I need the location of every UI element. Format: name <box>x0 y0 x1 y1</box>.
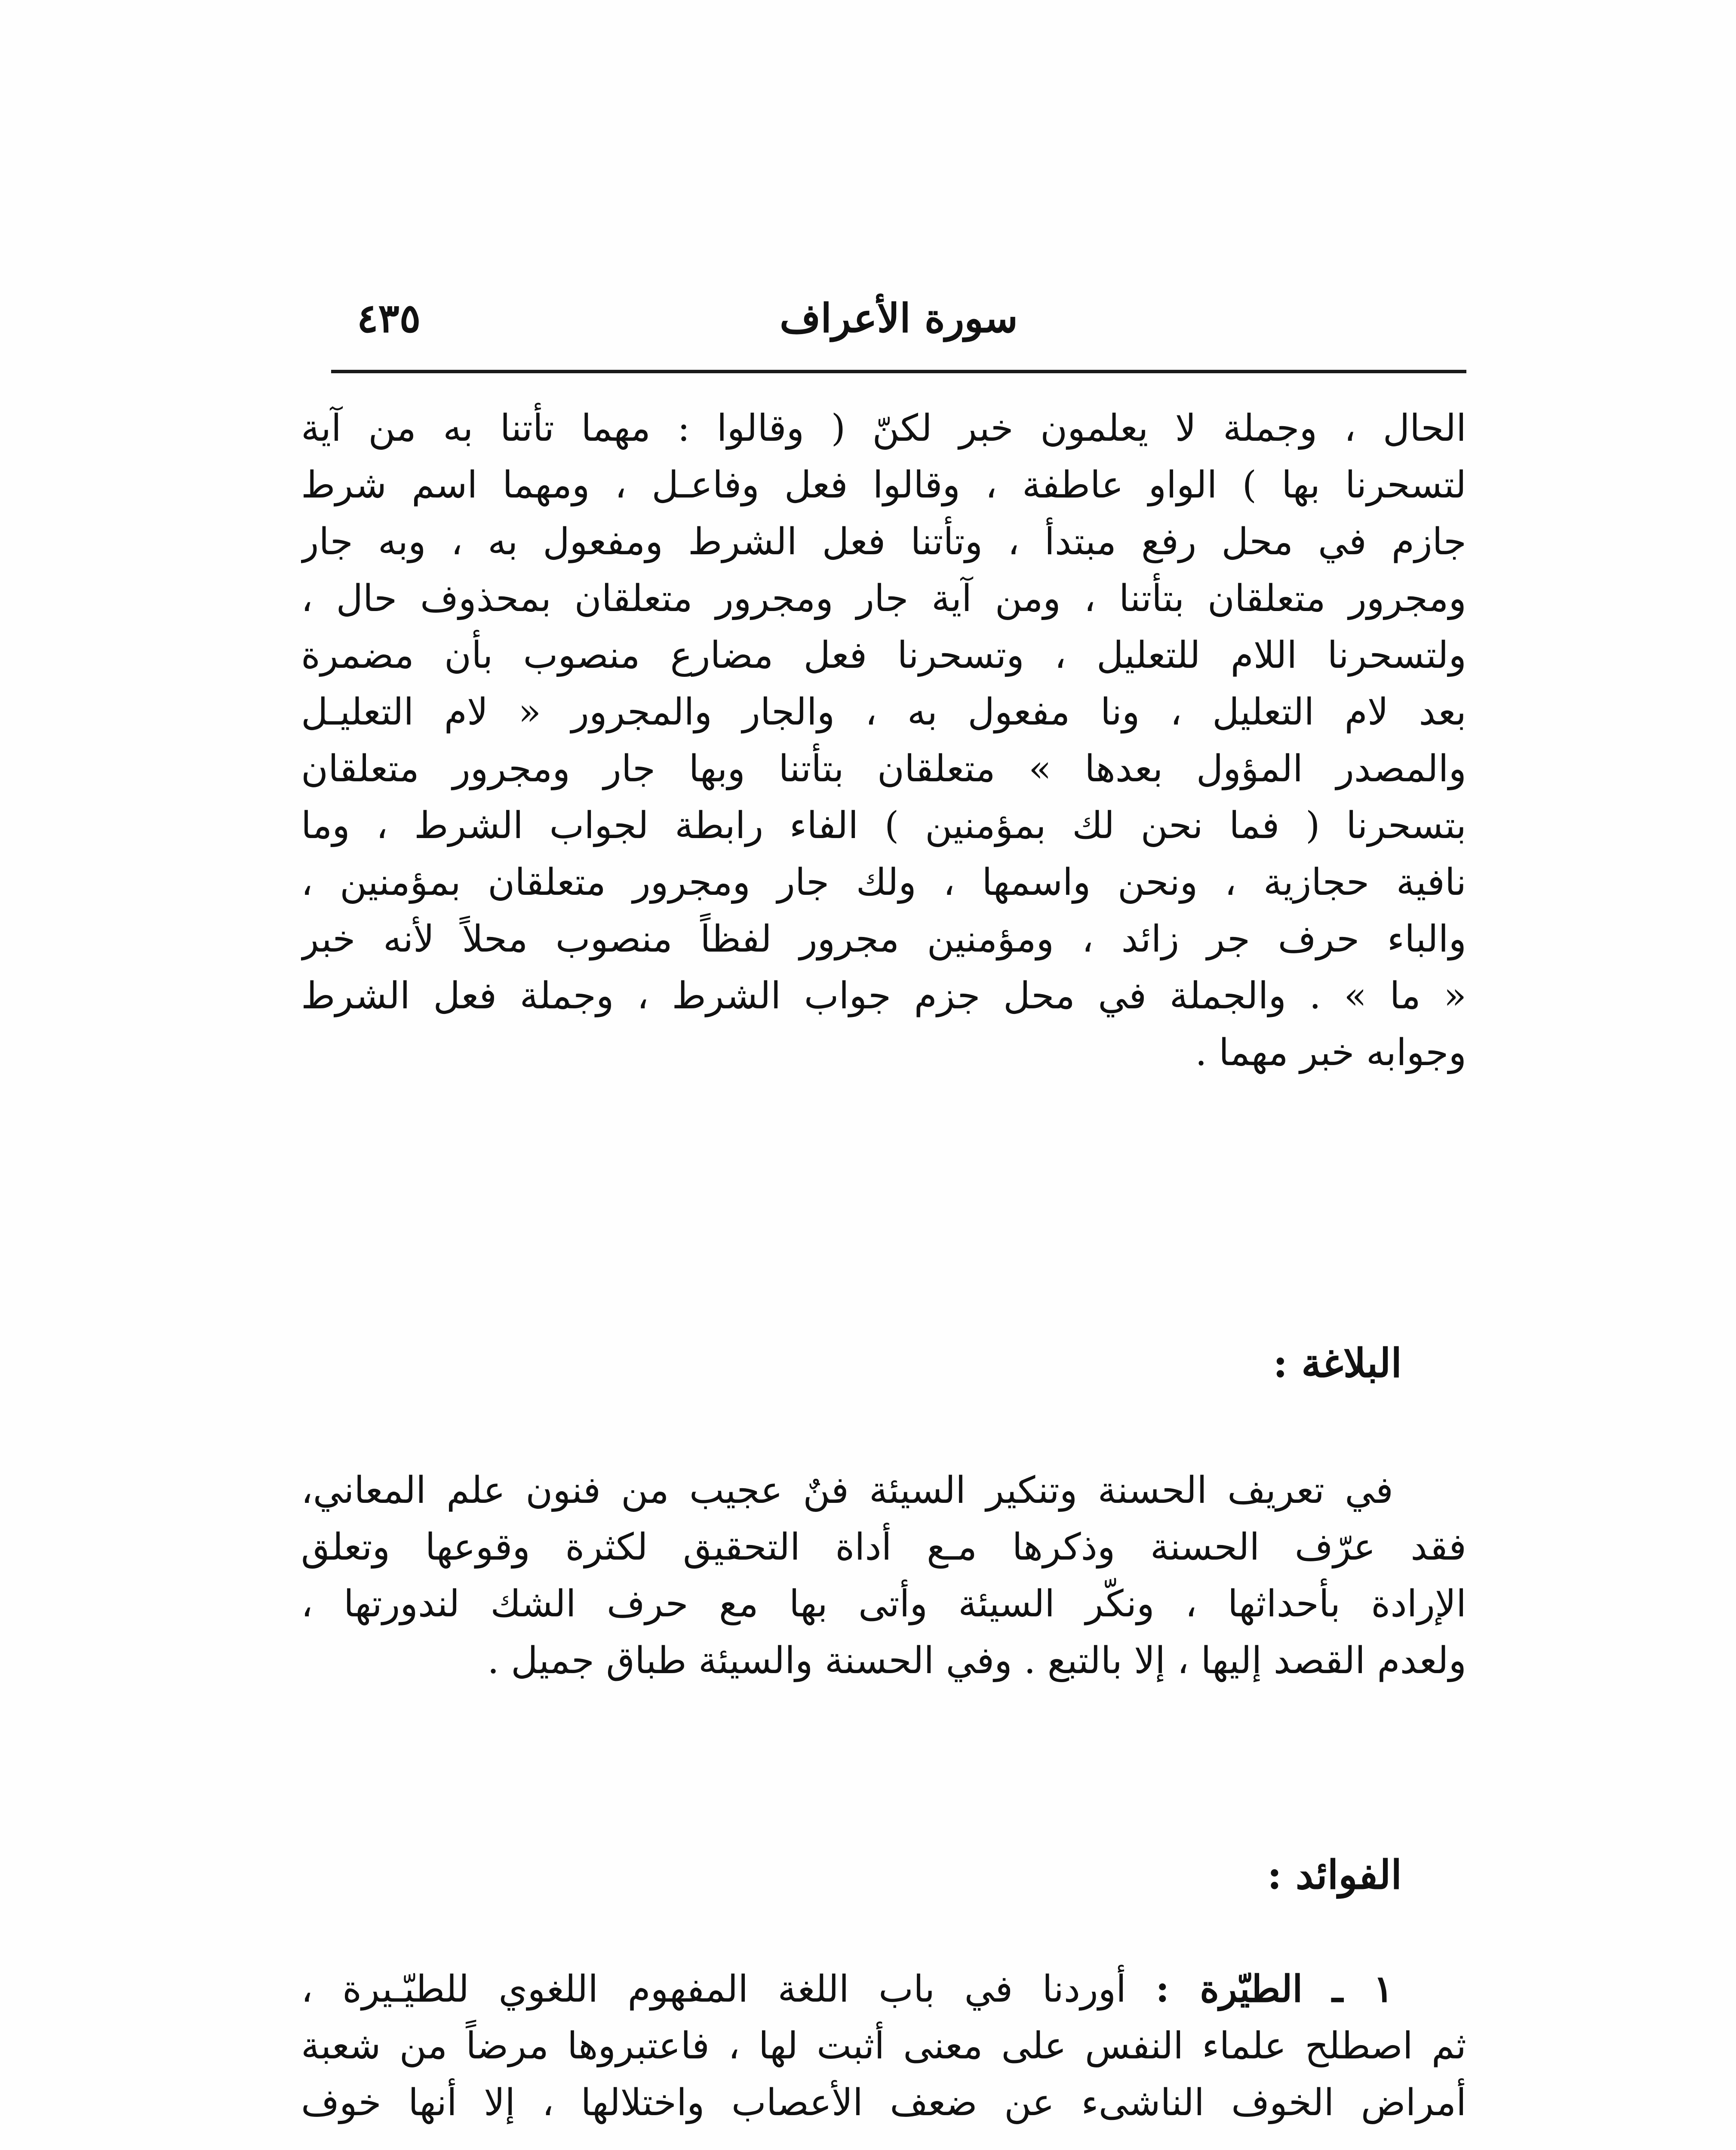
text-line: أمراض الخوف الناشىء عن ضعف الأعصاب واختلالها ، إلا أنها خوف <box>301 2081 1466 2124</box>
text-line: ولتسحرنا اللام للتعليل ، وتسحرنا فعل مضارع منصوب بأن مضمرة <box>301 634 1466 677</box>
text-line: الحال ، وجملة لا يعلمون خبر لكنّ ( وقالوا : مهما تأتنا به من آية <box>301 407 1466 450</box>
text-line: لتسحرنا بها ) الواو عاطفة ، وقالوا فعل وفاعـل ، ومهما اسم شرط <box>301 464 1466 507</box>
text-line: والمصدر المؤول بعدها » متعلقان بتأتنا وبها جار ومجرور متعلقان <box>301 747 1466 790</box>
text-line: والباء حرف جر زائد ، ومؤمنين مجرور لفظاً منصوب محلاً لأنه خبر <box>301 918 1466 961</box>
fawaid-item-number: ١ ـ <box>1332 1967 1393 2011</box>
balagha-paragraph <box>301 1462 1466 1689</box>
fawaid-heading: الفوائد : <box>1267 1852 1402 1898</box>
text-line: الإرادة بأحداثها ، ونكّر السيئة وأتى بها مع حرف الشك لندورتها ، <box>301 1582 1466 1625</box>
text-line: بعد لام التعليل ، ونا مفعول به ، والجار والمجرور « لام التعليـل <box>301 691 1466 734</box>
header-rule <box>331 370 1466 373</box>
text-line: بتسحرنا ( فما نحن لك بمؤمنين ) الفاء رابطة لجواب الشرط ، وما <box>301 804 1466 847</box>
text-line: « ما » . والجملة في محل جزم جواب الشرط ، وجملة فعل الشرط <box>301 974 1466 1017</box>
balagha-heading: البلاغة : <box>1273 1340 1402 1386</box>
fawaid-item-term: الطيّرة : <box>1155 1967 1303 2011</box>
text-line: جازم في محل رفع مبتدأ ، وتأتنا فعل الشرط ومفعول به ، وبه جار <box>301 520 1466 563</box>
text-line: في تعريف الحسنة وتنكير السيئة فنٌ عجيب من فنون علم المعاني، <box>301 1469 1393 1512</box>
fawaid-paragraph <box>301 1961 1466 2131</box>
page-number: ٤٣٥ <box>357 295 421 341</box>
text-line: ولعدم القصد إليها ، إلا بالتبع . وفي الحسنة والسيئة طباق جميل . <box>487 1639 1466 1682</box>
surah-title: سورة الأعراف <box>780 295 1018 341</box>
text-line: فقد عرّف الحسنة وذكرها مـع أداة التحقيق لكثرة وقوعها وتعلق <box>301 1526 1466 1569</box>
fawaid-item-first-line <box>301 1961 1466 2018</box>
text-line: ثم اصطلح علماء النفس على معنى أثبت لها ، فاعتبروها مرضاً من شعبة <box>301 2024 1466 2067</box>
text-line: نافية حجازية ، ونحن واسمها ، ولك جار ومجرور متعلقان بمؤمنين ، <box>301 861 1466 904</box>
i3rab-paragraph <box>301 400 1466 1081</box>
fawaid-item-text: أوردنا في باب اللغة المفهوم اللغوي للطيّـيرة ، <box>301 1968 1127 2011</box>
text-line: وجوابه خبر مهما . <box>1195 1031 1466 1074</box>
running-header <box>331 275 1466 361</box>
text-line: ومجرور متعلقان بتأتنا ، ومن آية جار ومجرور متعلقان بمحذوف حال ، <box>301 577 1466 620</box>
